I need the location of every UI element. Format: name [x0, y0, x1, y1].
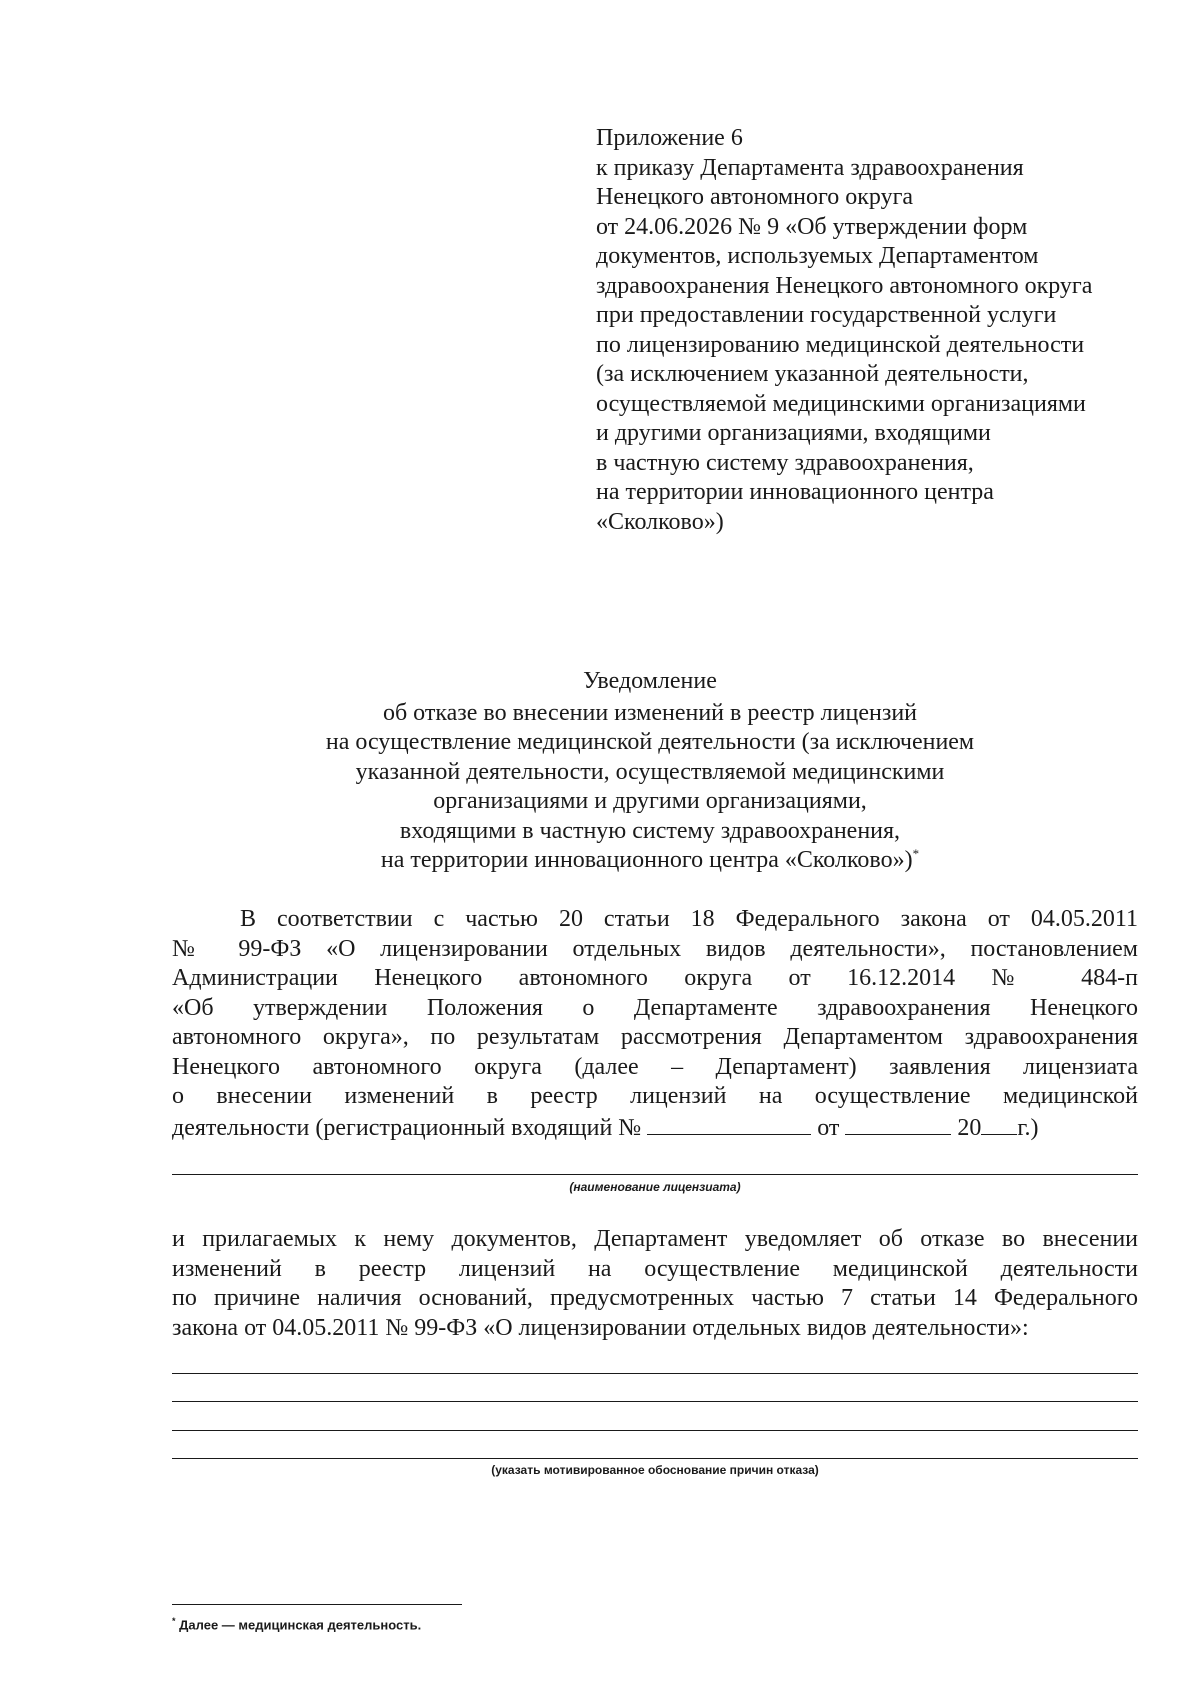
paragraph-line: изменений в реестр лицензий на осуществление медицинской деятельности — [172, 1255, 1138, 1282]
appendix-line: от 24.06.2026 № 9 «Об утверждении форм — [596, 213, 1028, 240]
title-line: на осуществление медицинской деятельности (за исключением — [325, 729, 975, 755]
paragraph-last-line — [172, 1112, 1138, 1142]
appendix-line: (за исключением указанной деятельности, — [596, 361, 1029, 387]
footnote — [172, 1616, 421, 1632]
title-line-last — [200, 846, 1100, 876]
paragraph-line: автономного округа», по результатам рассмотрения Департаментом здравоохранения — [172, 1024, 1138, 1050]
paragraph-line: о внесении изменений в реестр лицензий на осуществление медицинской — [172, 1083, 1138, 1109]
appendix-line: и другими организациями, входящими — [596, 420, 991, 446]
footnote-text: Далее — медицинская деятельность. — [179, 1617, 422, 1633]
reason-line[interactable] — [172, 1373, 1138, 1374]
appendix-line: Приложение 6 — [596, 125, 743, 151]
paragraph-line: по причине наличия оснований, предусмотренных частью 7 статьи 14 Федерального — [172, 1285, 1138, 1311]
reason-caption: (указать мотивированное обоснование причин отказа) — [491, 1463, 819, 1477]
paragraph-line: и прилагаемых к нему документов, Департамент уведомляет об отказе во внесении — [172, 1226, 1138, 1252]
second-paragraph — [172, 1225, 1138, 1343]
appendix-line: «Сколково») — [596, 508, 724, 535]
licensee-caption: (наименование лицензиата) — [569, 1180, 741, 1194]
paragraph-line: Ненецкого автономного округа (далее – Департамент) заявления лицензиата — [172, 1053, 1138, 1080]
paragraph-line: «Об утверждении Положения о Департаменте здравоохранения Ненецкого — [172, 994, 1138, 1021]
reason-line[interactable] — [172, 1430, 1138, 1431]
appendix-line: здравоохранения Ненецкого автономного округа — [596, 272, 1093, 299]
paragraph-line: № 99-ФЗ «О лицензировании отдельных видов деятельности», постановлением — [172, 935, 1138, 962]
year-suffix: г.) — [1017, 1114, 1039, 1141]
licensee-name-line[interactable] — [172, 1174, 1138, 1175]
registration-number-field[interactable] — [647, 1112, 811, 1135]
title-line: указанной деятельности, осуществляемой медицинскими — [355, 758, 945, 785]
title-line: организациями и другими организациями, — [433, 788, 867, 814]
paragraph-line: закона от 04.05.2011 № 99-ФЗ «О лицензировании отдельных видов деятельности»: — [172, 1314, 1029, 1341]
appendix-line: осуществляемой медицинскими организациями — [596, 390, 1086, 417]
appendix-line: в частную систему здравоохранения, — [596, 449, 974, 476]
title-line: об отказе во внесении изменений в реестр лицензий — [382, 699, 918, 726]
footnote-mark: * — [912, 846, 920, 861]
appendix-line: на территории инновационного центра — [596, 479, 994, 505]
registration-date-field[interactable] — [845, 1112, 951, 1135]
title-line: на территории инновационного центра «Сколково») — [380, 847, 913, 873]
year-prefix: 20 — [957, 1114, 982, 1141]
appendix-header — [596, 124, 1156, 537]
document-title — [200, 667, 1100, 876]
reason-line[interactable] — [172, 1401, 1138, 1402]
footnote-mark: * — [172, 1616, 176, 1626]
appendix-line: документов, используемых Департаментом — [596, 243, 1039, 269]
title-line: входящими в частную систему здравоохранения, — [399, 817, 901, 844]
appendix-line: при предоставлении государственной услуги — [596, 302, 1057, 328]
paragraph-line: Администрации Ненецкого автономного округа от 16.12.2014 № 484-п — [172, 965, 1138, 991]
paragraph-line: В соответствии с частью 20 статьи 18 Федерального закона от 04.05.2011 — [240, 906, 1138, 932]
main-paragraph — [172, 905, 1138, 1141]
year-field[interactable] — [981, 1112, 1017, 1135]
registration-label: деятельности (регистрационный входящий № — [172, 1114, 642, 1141]
title-heading: Уведомление — [583, 668, 717, 694]
reason-line[interactable] — [172, 1458, 1138, 1459]
appendix-line: по лицензированию медицинской деятельности — [596, 331, 1085, 358]
date-from-label: от — [817, 1114, 840, 1141]
appendix-line: к приказу Департамента здравоохранения — [596, 154, 1024, 181]
footnote-divider — [172, 1604, 462, 1605]
appendix-line: Ненецкого автономного округа — [596, 184, 914, 210]
